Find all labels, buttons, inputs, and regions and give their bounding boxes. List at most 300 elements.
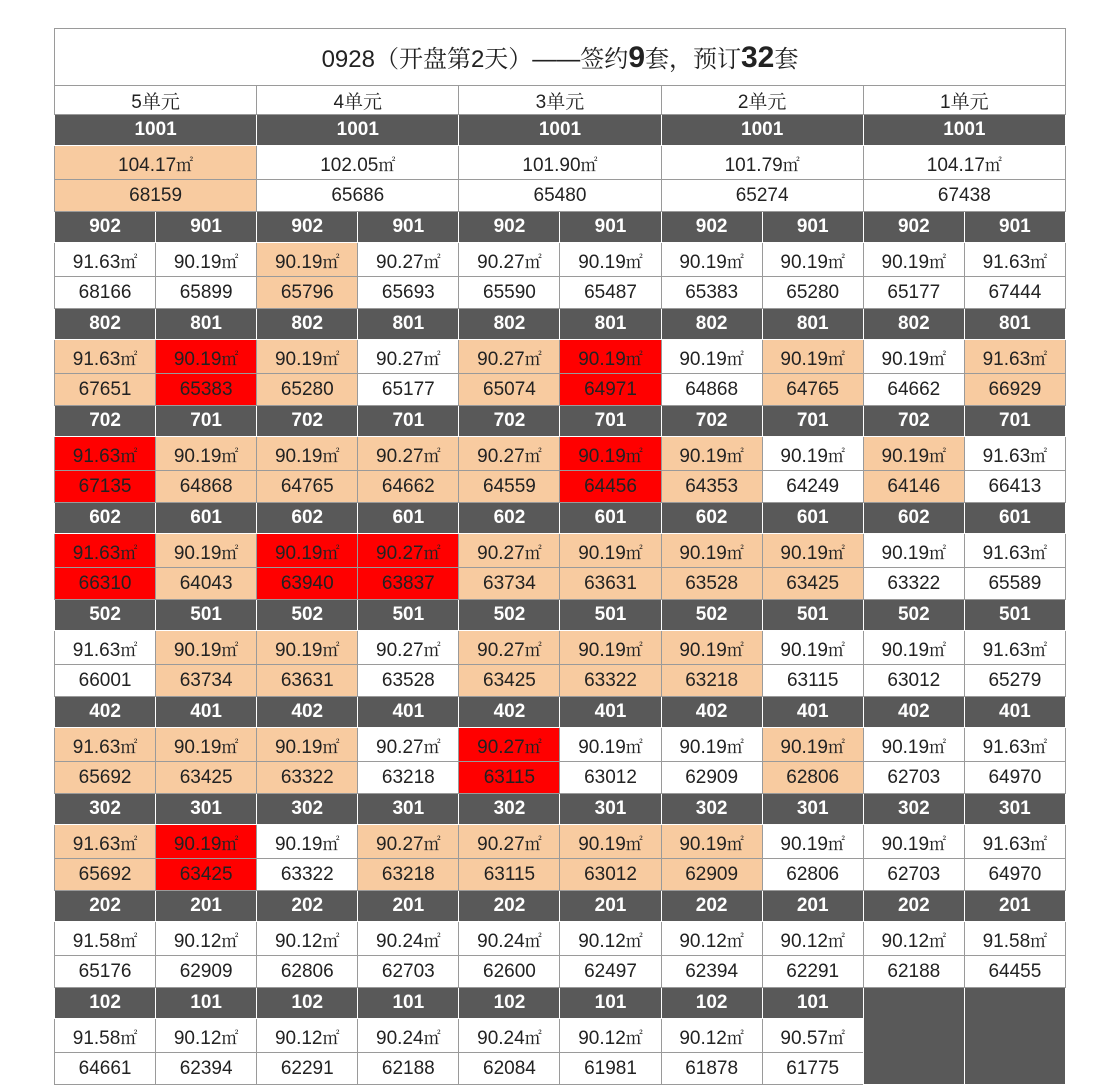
price-cell: 63631 [560,568,661,600]
area-cell [964,534,1065,568]
price-cell: 64661 [55,1053,156,1085]
area-cell [863,922,964,956]
area-value: 104.17 [118,154,177,176]
area-unit: ㎡ [378,155,396,175]
room-number: 302 [257,794,358,825]
area-unit: ㎡ [929,737,947,757]
price-cell: 63528 [661,568,762,600]
room-number-row [55,115,1066,146]
area-unit: ㎡ [221,834,239,854]
price-row [55,180,1066,212]
price-cell: 63012 [560,762,661,794]
area-cell [55,534,156,568]
area-value: 90.12 [173,1027,222,1049]
area-unit: ㎡ [929,931,947,951]
price-cell: 65899 [156,277,257,309]
area-row [55,728,1066,762]
area-unit: ㎡ [726,834,744,854]
area-unit: ㎡ [322,931,340,951]
price-cell: 65280 [762,277,863,309]
price-cell: 68159 [55,180,257,212]
room-number: 202 [863,891,964,922]
area-cell [863,340,964,374]
room-number: 901 [762,212,863,243]
area-value: 90.27 [376,445,424,467]
price-cell: 63012 [863,665,964,697]
room-number: 802 [459,309,560,340]
area-value: 90.19 [578,348,626,370]
area-value: 91.63 [72,542,121,564]
area-value: 90.19 [679,639,727,661]
area-unit: ㎡ [726,737,744,757]
area-value: 90.19 [173,542,222,564]
area-unit: ㎡ [726,543,744,563]
area-unit: ㎡ [120,640,138,660]
area-unit: ㎡ [423,640,441,660]
area-value: 90.12 [881,930,930,952]
room-number-row [55,794,1066,825]
price-cell: 63425 [762,568,863,600]
area-value: 102.05 [320,154,379,176]
area-unit: ㎡ [221,1028,239,1048]
area-unit: ㎡ [827,446,845,466]
room-number: 501 [560,600,661,631]
price-cell: 64765 [257,471,358,503]
area-cell [55,631,156,665]
unit-label: 2单元 [661,86,863,115]
price-cell: 62806 [762,762,863,794]
area-cell [257,922,358,956]
area-cell [964,631,1065,665]
area-value: 90.19 [274,348,323,370]
unit-label: 5单元 [55,86,257,115]
area-unit: ㎡ [625,446,643,466]
area-cell [459,825,560,859]
room-number: 201 [560,891,661,922]
area-cell [257,728,358,762]
room-number: 202 [661,891,762,922]
room-number: 401 [156,697,257,728]
area-value: 90.12 [578,930,626,952]
room-number: 1001 [257,115,459,146]
area-row [55,437,1066,471]
area-unit: ㎡ [827,543,845,563]
area-value: 91.63 [72,639,121,661]
price-cell: 66413 [964,471,1065,503]
room-number: 902 [257,212,358,243]
price-cell: 65686 [257,180,459,212]
area-unit: ㎡ [524,252,542,272]
title-middle: 套，预订 [645,46,741,73]
room-number: 701 [964,406,1065,437]
area-cell [156,825,257,859]
area-cell [459,922,560,956]
price-cell: 63218 [358,859,459,891]
room-number: 301 [358,794,459,825]
area-value: 90.19 [780,348,828,370]
price-cell: 65176 [55,956,156,988]
area-unit: ㎡ [120,931,138,951]
area-value: 90.19 [578,445,626,467]
room-number: 201 [964,891,1065,922]
price-cell: 65487 [560,277,661,309]
room-number: 302 [459,794,560,825]
price-cell: 63837 [358,568,459,600]
area-unit: ㎡ [625,834,643,854]
price-cell: 61981 [560,1053,661,1085]
area-unit: ㎡ [120,834,138,854]
area-unit: ㎡ [726,1028,744,1048]
area-cell [762,340,863,374]
room-number: 401 [358,697,459,728]
area-unit: ㎡ [120,1028,138,1048]
room-number: 702 [55,406,156,437]
price-cell: 65590 [459,277,560,309]
area-value: 90.12 [274,1027,323,1049]
area-value: 90.19 [578,833,626,855]
room-number: 802 [661,309,762,340]
price-row [55,956,1066,988]
area-unit: ㎡ [120,543,138,563]
area-value: 90.19 [881,445,930,467]
area-value: 90.19 [578,542,626,564]
area-unit: ㎡ [929,640,947,660]
area-value: 91.63 [982,639,1031,661]
room-number: 301 [560,794,661,825]
area-unit: ㎡ [625,252,643,272]
price-cell: 65693 [358,277,459,309]
area-value: 90.27 [477,639,525,661]
area-row [55,631,1066,665]
room-number: 602 [661,503,762,534]
room-number: 502 [863,600,964,631]
area-value: 90.19 [274,542,323,564]
price-cell: 67135 [55,471,156,503]
title-row [55,29,1066,86]
area-value: 90.19 [578,639,626,661]
price-cell: 65383 [661,277,762,309]
area-unit: ㎡ [221,931,239,951]
room-number: 402 [863,697,964,728]
price-cell: 64662 [863,374,964,406]
area-value: 91.63 [982,542,1031,564]
area-cell [762,922,863,956]
area-unit: ㎡ [827,834,845,854]
area-cell [459,534,560,568]
price-cell: 63734 [156,665,257,697]
room-number: 101 [560,988,661,1019]
price-cell: 63322 [560,665,661,697]
area-cell [257,340,358,374]
area-unit: ㎡ [726,931,744,951]
room-number: 102 [55,988,156,1019]
price-cell: 64146 [863,471,964,503]
price-cell: 64353 [661,471,762,503]
area-cell [863,631,964,665]
area-cell [661,534,762,568]
price-cell: 64971 [560,374,661,406]
empty-cell [964,988,1065,1085]
area-cell [762,243,863,277]
area-value: 90.19 [173,445,222,467]
price-cell: 64455 [964,956,1065,988]
area-cell [358,1019,459,1053]
price-cell: 63631 [257,665,358,697]
area-unit: ㎡ [827,931,845,951]
area-unit: ㎡ [1030,834,1048,854]
room-number: 902 [863,212,964,243]
area-row [55,534,1066,568]
area-unit: ㎡ [625,543,643,563]
price-cell: 62394 [156,1053,257,1085]
area-unit: ㎡ [1030,252,1048,272]
room-number: 802 [863,309,964,340]
area-unit: ㎡ [1030,349,1048,369]
area-cell [156,437,257,471]
room-number: 302 [863,794,964,825]
area-cell [661,631,762,665]
room-number-row [55,697,1066,728]
area-unit: ㎡ [423,1028,441,1048]
area-unit: ㎡ [423,349,441,369]
room-number-row [55,891,1066,922]
area-value: 91.63 [982,445,1031,467]
area-value: 90.12 [274,930,323,952]
area-value: 91.58 [72,930,121,952]
area-cell [661,1019,762,1053]
room-number: 202 [55,891,156,922]
area-value: 90.19 [173,251,222,273]
price-cell: 64456 [560,471,661,503]
area-unit: ㎡ [221,543,239,563]
area-value: 90.19 [881,833,930,855]
area-value: 90.19 [274,445,323,467]
area-value: 90.19 [578,251,626,273]
room-number: 801 [762,309,863,340]
room-number: 902 [661,212,762,243]
area-unit: ㎡ [1030,446,1048,466]
price-cell: 65074 [459,374,560,406]
area-cell [661,728,762,762]
area-cell [661,146,863,180]
area-cell [257,631,358,665]
room-number: 801 [964,309,1065,340]
price-cell: 65692 [55,762,156,794]
area-cell [762,631,863,665]
area-value: 101.90 [522,154,581,176]
area-cell [762,534,863,568]
price-cell: 62703 [863,859,964,891]
price-cell: 62909 [661,762,762,794]
price-cell: 63425 [459,665,560,697]
area-cell [257,437,358,471]
area-unit: ㎡ [423,252,441,272]
area-value: 91.63 [982,736,1031,758]
area-unit: ㎡ [423,834,441,854]
room-number: 601 [964,503,1065,534]
area-value: 90.19 [679,736,727,758]
area-unit: ㎡ [322,446,340,466]
area-unit: ㎡ [827,1028,845,1048]
room-number: 702 [459,406,560,437]
empty-cell [863,988,964,1085]
room-number-row [55,309,1066,340]
area-unit: ㎡ [1030,640,1048,660]
price-cell: 65280 [257,374,358,406]
area-unit: ㎡ [423,931,441,951]
area-value: 90.19 [274,639,323,661]
price-cell: 62600 [459,956,560,988]
area-cell [55,922,156,956]
price-row [55,859,1066,891]
price-cell: 63012 [560,859,661,891]
area-unit: ㎡ [221,737,239,757]
area-unit: ㎡ [176,155,194,175]
area-value: 90.19 [173,833,222,855]
area-value: 90.19 [780,736,828,758]
room-number: 802 [257,309,358,340]
area-unit: ㎡ [221,640,239,660]
area-unit: ㎡ [726,252,744,272]
area-row [55,340,1066,374]
room-number: 901 [560,212,661,243]
price-cell: 62084 [459,1053,560,1085]
area-value: 90.27 [376,833,424,855]
area-unit: ㎡ [1030,931,1048,951]
price-cell: 64559 [459,471,560,503]
area-cell [964,728,1065,762]
room-number: 301 [156,794,257,825]
room-number: 402 [459,697,560,728]
area-unit: ㎡ [929,252,947,272]
area-unit: ㎡ [625,640,643,660]
room-number-row [55,503,1066,534]
area-unit: ㎡ [524,640,542,660]
price-cell: 62909 [156,956,257,988]
price-cell: 66929 [964,374,1065,406]
room-number: 602 [459,503,560,534]
price-cell: 63425 [156,762,257,794]
area-cell [358,728,459,762]
area-cell [863,534,964,568]
area-value: 104.17 [926,154,985,176]
price-cell: 62291 [762,956,863,988]
price-row [55,374,1066,406]
area-unit: ㎡ [929,834,947,854]
room-number: 601 [156,503,257,534]
area-cell [156,728,257,762]
area-value: 90.27 [477,251,525,273]
area-unit: ㎡ [827,252,845,272]
area-cell [257,1019,358,1053]
area-unit: ㎡ [625,737,643,757]
area-value: 101.79 [724,154,783,176]
price-cell: 64765 [762,374,863,406]
price-cell: 65279 [964,665,1065,697]
area-value: 90.19 [881,251,930,273]
price-cell: 62806 [257,956,358,988]
room-number: 502 [661,600,762,631]
area-cell [257,825,358,859]
area-unit: ㎡ [580,155,598,175]
area-row [55,243,1066,277]
area-cell [358,437,459,471]
area-cell [964,825,1065,859]
area-value: 90.19 [578,736,626,758]
room-number: 501 [964,600,1065,631]
price-cell: 65177 [863,277,964,309]
room-number: 501 [156,600,257,631]
price-row [55,471,1066,503]
area-unit: ㎡ [524,737,542,757]
price-cell: 66001 [55,665,156,697]
room-number: 601 [560,503,661,534]
price-cell: 61775 [762,1053,863,1085]
area-row [55,825,1066,859]
room-number: 402 [257,697,358,728]
area-value: 90.27 [477,833,525,855]
price-cell: 63528 [358,665,459,697]
area-cell [156,534,257,568]
area-unit: ㎡ [726,446,744,466]
area-unit: ㎡ [322,640,340,660]
room-number: 702 [661,406,762,437]
price-cell: 68166 [55,277,156,309]
area-value: 90.19 [274,736,323,758]
area-value: 90.19 [881,542,930,564]
price-cell: 62188 [358,1053,459,1085]
room-number: 1001 [459,115,661,146]
room-number: 202 [459,891,560,922]
area-value: 90.19 [679,251,727,273]
area-unit: ㎡ [120,737,138,757]
area-unit: ㎡ [322,737,340,757]
area-unit: ㎡ [625,1028,643,1048]
area-cell [459,1019,560,1053]
room-number: 401 [560,697,661,728]
price-cell: 65692 [55,859,156,891]
area-cell [560,534,661,568]
area-unit: ㎡ [524,834,542,854]
room-number: 601 [358,503,459,534]
room-number: 102 [257,988,358,1019]
area-value: 90.19 [780,445,828,467]
area-cell [863,146,1065,180]
area-cell [459,340,560,374]
area-unit: ㎡ [929,446,947,466]
area-value: 91.63 [72,251,121,273]
area-value: 91.58 [982,930,1031,952]
room-number: 702 [257,406,358,437]
price-cell: 65589 [964,568,1065,600]
area-value: 90.19 [679,348,727,370]
room-number: 701 [762,406,863,437]
area-unit: ㎡ [524,543,542,563]
room-number: 1001 [863,115,1065,146]
area-cell [156,340,257,374]
price-row [55,568,1066,600]
area-cell [560,825,661,859]
room-number: 502 [257,600,358,631]
area-unit: ㎡ [625,931,643,951]
area-cell [55,146,257,180]
area-unit: ㎡ [1030,543,1048,563]
unit-label: 1单元 [863,86,1065,115]
area-value: 90.19 [780,833,828,855]
area-row [55,146,1066,180]
area-cell [560,631,661,665]
room-number: 302 [55,794,156,825]
